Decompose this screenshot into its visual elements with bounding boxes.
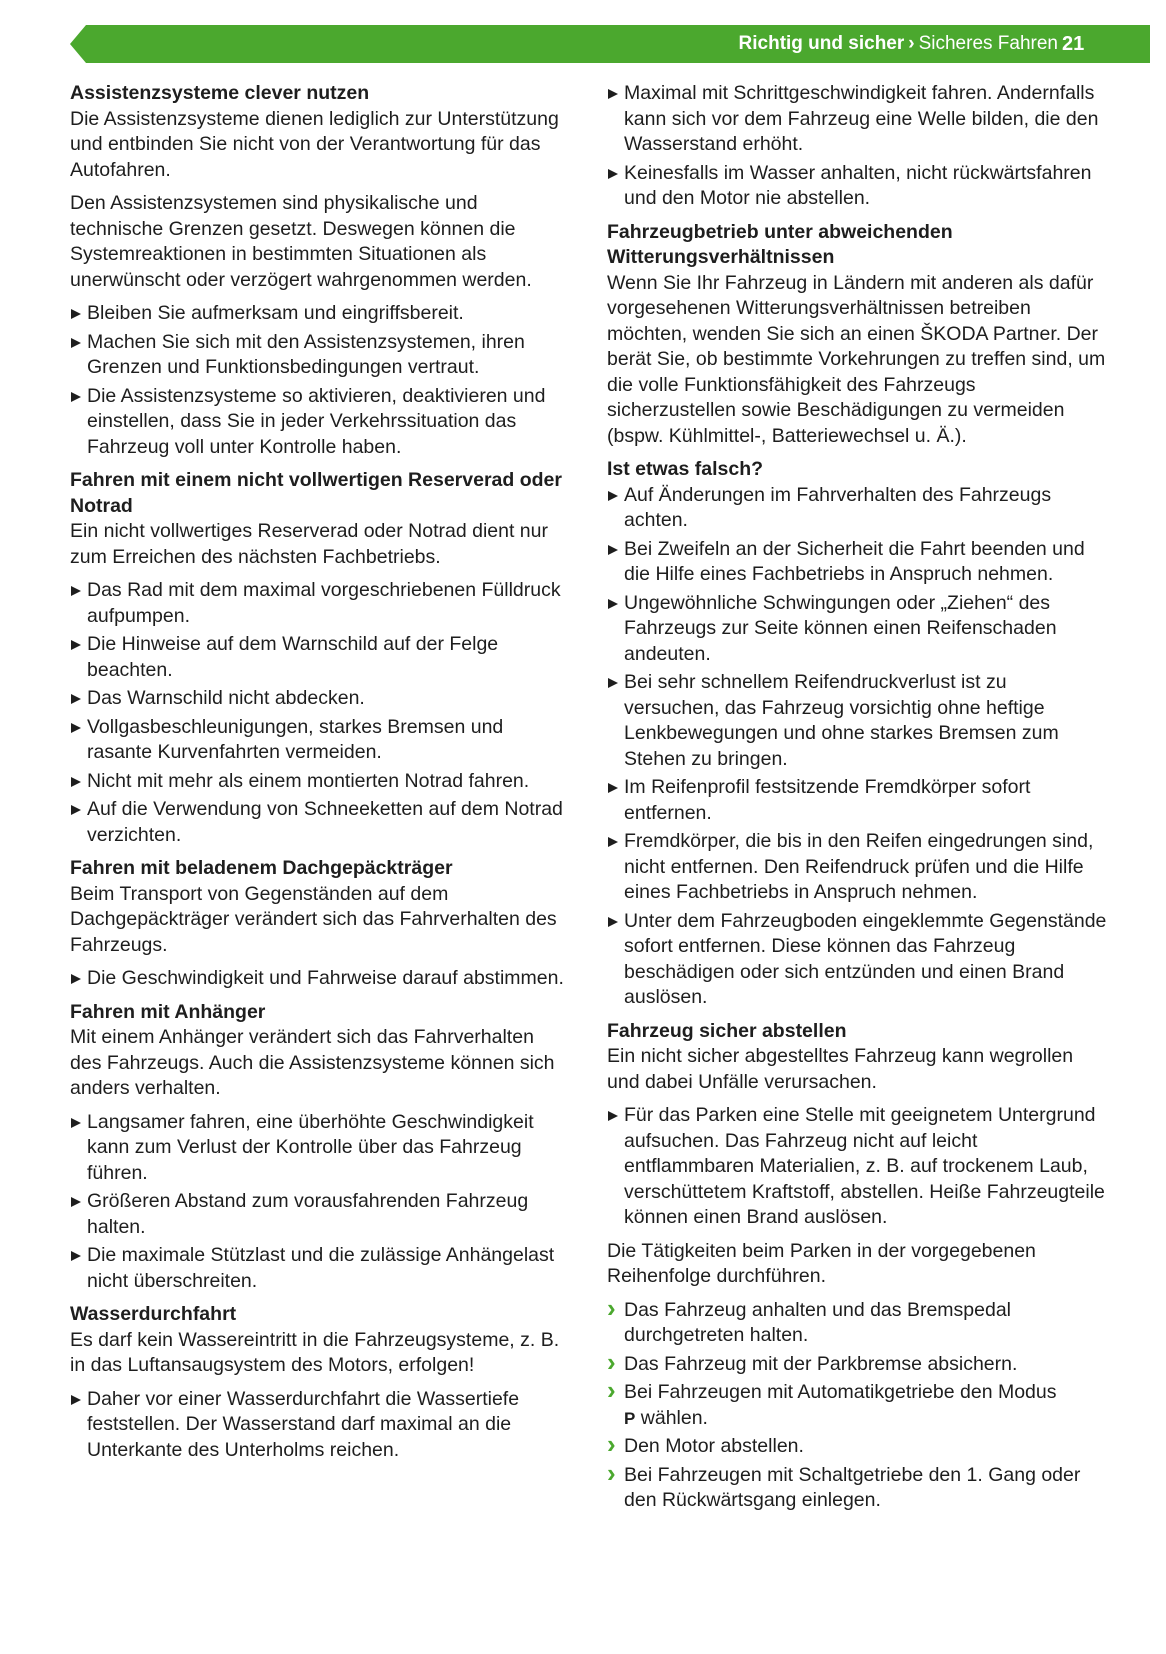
paragraph: Wenn Sie Ihr Fahrzeug in Ländern mit anderen als dafür vorgesehenen Witterungsverhältnissen betreiben möchten, wenden Sie sich an einen ŠKODA Partner. Der berät Sie, ob bestimmte Vorkehrungen zu treffen sind, um die volle Funktionsfähigkeit des Fahrzeugs sicherzustellen sowie Beschädigungen zu vermeiden (bspw. Kühlmittel-, Batteriewechsel u. Ä.). [607,271,1106,447]
heading-weather: Fahrzeugbetrieb unter abweichenden Witterungsverhältnissen [607,220,953,268]
list-item: Die maximale Stützlast und die zulässige Anhängelast nicht überschreiten. [70,1243,570,1294]
list-item: Vollgasbeschleunigungen, starkes Bremsen und rasante Kurvenfahrten vermeiden. [70,715,570,766]
paragraph: Den Assistenzsystemen sind physikalische und technische Grenzen gesetzt. Deswegen können die Systemreaktionen in bestimmten Situationen als unerwünscht oder verzögert wahrgenommen werden. [70,192,532,291]
list-item: Keinesfalls im Wasser anhalten, nicht rückwärtsfahren und den Motor nie abstellen. [607,161,1107,212]
paragraph: Es darf kein Wassereintritt in die Fahrzeugsysteme, z. B. in das Luftansaugsystem des Motors, erfolgen! [70,1328,560,1376]
heading-assist: Assistenzsysteme clever nutzen [70,82,370,104]
paragraph: Beim Transport von Gegenständen auf dem Dachgepäckträger verändert sich das Fahrverhalten des Fahrzeugs. [70,882,557,956]
list-item: Bei Zweifeln an der Sicherheit die Fahrt beenden und die Hilfe eines Fachbetriebs in Anspruch nehmen. [607,537,1107,588]
section-title: Sicheres Fahren [918,33,1058,54]
list-item: Machen Sie sich mit den Assistenzsystemen, ihren Grenzen und Funktionsbedingungen vertraut. [70,330,570,381]
heading-something-wrong: Ist etwas falsch? [607,458,764,480]
list-item: Die Hinweise auf dem Warnschild auf der Felge beachten. [70,632,570,683]
paragraph: Ein nicht vollwertiges Reserverad oder Notrad dient nur zum Erreichen des nächsten Fachbetriebs. [70,520,548,568]
step-item: › Bei Fahrzeugen mit Schaltgetriebe den 1. Gang oder den Rückwärtsgang einlegen. [607,1463,1107,1514]
bullet-list-spare [70,578,570,848]
step-item [607,1380,1107,1431]
running-header [739,25,1058,63]
step-list-park [607,1298,1107,1514]
step-item: › Das Fahrzeug mit der Parkbremse absichern. [607,1352,1107,1378]
bullet-list-trailer [70,1110,570,1295]
paragraph: Die Assistenzsysteme dienen lediglich zur Unterstützung und entbinden Sie nicht von der Verantwortung für das Autofahren. [70,107,559,181]
step-text: wählen. [640,1406,708,1429]
heading-park-safely: Fahrzeug sicher abstellen [607,1019,847,1042]
list-item: Fremdkörper, die bis in den Reifen eingedrungen sind, nicht entfernen. Den Reifendruck prüfen und die Hilfe eines Fachbetriebs in Anspruch nehmen. [607,829,1107,906]
list-item: Auf Änderungen im Fahrverhalten des Fahrzeugs achten. [607,483,1107,534]
step-text: Bei Fahrzeugen mit Automatikgetriebe den Modus [624,1381,1057,1403]
right-column [607,81,1107,1522]
page-number: 21 [1062,33,1085,55]
list-item: Nicht mit mehr als einem montierten Notrad fahren. [70,769,570,795]
list-item: Auf die Verwendung von Schneeketten auf dem Notrad verzichten. [70,797,570,848]
list-item: Im Reifenprofil festsitzende Fremdkörper sofort entfernen. [607,775,1107,826]
list-item: Langsamer fahren, eine überhöhte Geschwindigkeit kann zum Verlust der Kontrolle über das Fahrzeug führen. [70,1110,570,1187]
paragraph: Ein nicht sicher abgestelltes Fahrzeug kann wegrollen und dabei Unfälle verursachen. [607,1045,1074,1093]
list-item: Bleiben Sie aufmerksam und eingriffsbereit. [70,301,570,327]
heading-trailer: Fahren mit Anhänger [70,1000,266,1023]
list-item: Die Geschwindigkeit und Fahrweise darauf abstimmen. [70,966,570,992]
left-column [70,81,570,1471]
paragraph: Die Tätigkeiten beim Parken in der vorgegebenen Reihenfolge durchführen. [607,1239,1036,1287]
step-item: › Das Fahrzeug anhalten und das Bremspedal durchgetreten halten. [607,1298,1107,1349]
gear-mode-p-symbol: P [624,1408,636,1428]
chapter-title: Richtig und sicher [738,33,905,54]
bullet-list-wrong [607,483,1107,1011]
list-item: Ungewöhnliche Schwingungen oder „Ziehen“ des Fahrzeugs zur Seite können einen Reifenschaden andeuten. [607,591,1107,668]
list-item: Daher vor einer Wasserdurchfahrt die Wassertiefe feststellen. Der Wasserstand darf maximal an die Unterkante des Unterholms reichen. [70,1387,570,1464]
bullet-list-roof [70,966,570,992]
step-item: › Den Motor abstellen. [607,1434,1107,1460]
list-item: Größeren Abstand zum vorausfahrenden Fahrzeug halten. [70,1189,570,1240]
list-item: Die Assistenzsysteme so aktivieren, deaktivieren und einstellen, dass Sie in jeder Verkehrssituation das Fahrzeug voll unter Kontrolle haben. [70,384,570,461]
bullet-list-park [607,1103,1107,1231]
list-item: Das Rad mit dem maximal vorgeschriebenen Fülldruck aufpumpen. [70,578,570,629]
heading-spare-wheel: Fahren mit einem nicht vollwertigen Reserverad oder Notrad [70,469,562,517]
heading-roof-rack: Fahren mit beladenem Dachgepäckträger [70,857,453,879]
breadcrumb-separator: › [908,33,915,54]
bullet-list-water-cont [607,81,1107,212]
list-item: Unter dem Fahrzeugboden eingeklemmte Gegenstände sofort entfernen. Diese können das Fahrzeug beschädigen oder sich entzünden und einen Brand auslösen. [607,909,1107,1011]
bullet-list-water [70,1387,570,1464]
list-item: Bei sehr schnellem Reifendruckverlust ist zu versuchen, das Fahrzeug vorsichtig ohne heftige Lenkbewegungen und ohne starkes Bremsen zum Stehen zu bringen. [607,670,1107,772]
list-item: Maximal mit Schrittgeschwindigkeit fahren. Andernfalls kann sich vor dem Fahrzeug eine Welle bilden, die den Wasserstand erhöht. [607,81,1107,158]
bullet-list-assist [70,301,570,460]
heading-water-crossing: Wasserdurchfahrt [70,1303,237,1325]
paragraph: Mit einem Anhänger verändert sich das Fahrverhalten des Fahrzeugs. Auch die Assistenzsysteme können sich anders verhalten. [70,1026,555,1099]
list-item: Für das Parken eine Stelle mit geeignetem Untergrund aufsuchen. Das Fahrzeug nicht auf leicht entflammbaren Materialien, z. B. auf trockenem Laub, verschüttetem Kraftstoff, abstellen. Heiße Fahrzeugteile können einen Brand auslösen. [607,1103,1107,1231]
list-item: Das Warnschild nicht abdecken. [70,686,570,712]
